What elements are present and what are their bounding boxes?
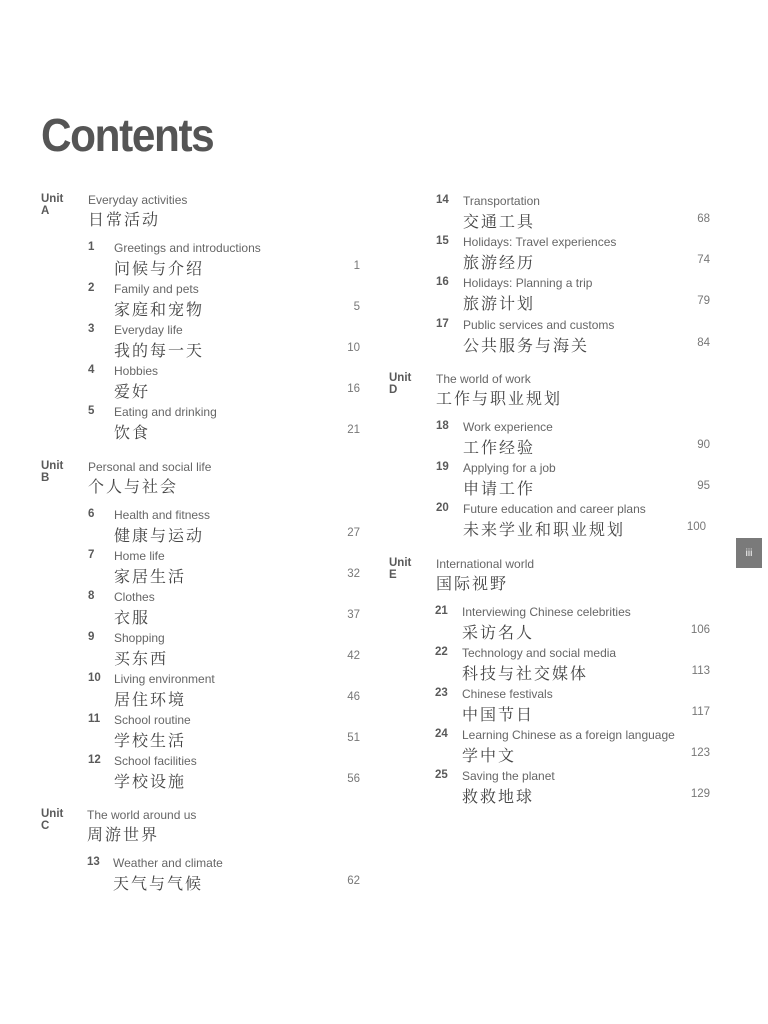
lesson-title-en: Clothes [114,590,155,604]
lesson-number: 6 [88,508,95,520]
lesson-title-en: Health and fitness [114,508,211,522]
lesson-number: 17 [436,318,449,330]
lesson-title-en: Everyday life [114,323,183,337]
lesson-page-number: 106 [690,624,710,636]
lesson-number: 2 [88,282,95,294]
unit-title-zh: 个人与社会 [88,477,179,496]
lesson-title-zh: 饮食 [114,423,151,442]
lesson-title-zh: 健康与运动 [114,526,205,545]
lesson-page-number: 117 [691,706,710,718]
lesson-number: 4 [88,364,95,376]
lesson-title-zh: 旅游计划 [463,294,536,313]
lesson-number: 14 [436,194,449,206]
lesson-title-zh: 公共服务与海关 [463,336,590,355]
lesson-title-en: Greetings and introductions [114,241,261,255]
lesson-number: 3 [88,323,95,335]
lesson-page-number: 95 [697,480,710,492]
lesson-title-en: Applying for a job [463,461,556,475]
lesson-page-number: 79 [697,295,710,307]
lesson-page-number: 51 [347,732,360,744]
lesson-number: 25 [435,769,448,781]
lesson-title-en: Living environment [114,672,215,686]
lesson-page-number: 100 [686,521,706,533]
lesson-title-en: Transportation [463,194,540,208]
lesson-page-number: 90 [697,439,710,451]
lesson-page-number: 21 [347,424,360,436]
lesson-number: 8 [88,590,95,602]
page-number-tab: iii [736,538,762,568]
unit-title-en: The world of work [436,372,531,386]
lesson-title-zh: 科技与社交媒体 [462,664,589,683]
lesson-title-zh: 爱好 [114,382,151,401]
lesson-page-number: 68 [697,213,710,225]
lesson-number: 19 [436,461,449,473]
unit-label: Unit B [41,460,64,484]
lesson-page-number: 27 [347,527,360,539]
lesson-title-en: School facilities [114,754,197,768]
page-title: Contents [41,109,214,161]
lesson-page-number: 1 [353,260,360,272]
lesson-title-en: Technology and social media [462,646,617,660]
lesson-title-zh: 采访名人 [462,623,535,642]
lesson-title-en: Holidays: Planning a trip [463,276,593,290]
lesson-title-zh: 衣服 [114,608,151,627]
lesson-title-en: Public services and customs [463,318,615,332]
lesson-title-zh: 家庭和宠物 [114,300,205,319]
lesson-page-number: 56 [347,773,360,785]
lesson-title-zh: 家居生活 [114,567,187,586]
lesson-number: 7 [88,549,95,561]
lesson-title-zh: 我的每一天 [114,341,205,360]
lesson-page-number: 16 [347,383,360,395]
lesson-title-zh: 问候与介绍 [114,259,205,278]
lesson-page-number: 5 [353,301,360,313]
unit-title-zh: 周游世界 [87,825,160,844]
lesson-title-en: Weather and climate [113,856,223,870]
lesson-title-en: School routine [114,713,191,727]
lesson-title-zh: 工作经验 [463,438,536,457]
lesson-title-en: Future education and career plans [463,502,646,516]
lesson-page-number: 123 [690,747,710,759]
lesson-title-zh: 学校设施 [114,772,187,791]
lesson-title-en: Holidays: Travel experiences [463,235,617,249]
lesson-title-zh: 救救地球 [462,787,535,806]
lesson-page-number: 32 [347,568,360,580]
lesson-page-number: 46 [347,691,360,703]
lesson-title-zh: 中国节日 [462,705,535,724]
unit-label: Unit E [389,557,412,581]
lesson-title-en: Family and pets [114,282,199,296]
unit-title-en: Personal and social life [88,460,212,474]
lesson-title-en: Home life [114,549,165,563]
lesson-number: 11 [88,713,101,725]
lesson-title-zh: 学校生活 [114,731,187,750]
lesson-title-zh: 未来学业和职业规划 [463,520,626,539]
unit-title-en: The world around us [87,808,197,822]
unit-title-zh: 日常活动 [88,210,161,229]
lesson-title-en: Work experience [463,420,553,434]
lesson-title-zh: 买东西 [114,649,169,668]
lesson-page-number: 74 [697,254,710,266]
lesson-number: 16 [436,276,449,288]
lesson-title-zh: 交通工具 [463,212,536,231]
lesson-title-zh: 天气与气候 [113,874,204,893]
lesson-number: 10 [88,672,101,684]
lesson-number: 18 [436,420,449,432]
lesson-number: 13 [87,856,100,868]
lesson-number: 15 [436,235,449,247]
lesson-title-en: Shopping [114,631,165,645]
unit-label: Unit D [389,372,412,396]
lesson-page-number: 42 [347,650,360,662]
unit-title-en: International world [436,557,535,571]
lesson-title-en: Interviewing Chinese celebrities [462,605,631,619]
lesson-title-zh: 居住环境 [114,690,187,709]
lesson-page-number: 37 [347,609,360,621]
lesson-title-en: Saving the planet [462,769,555,783]
unit-title-zh: 工作与职业规划 [436,389,563,408]
lesson-number: 12 [88,754,101,766]
lesson-title-en: Hobbies [114,364,159,378]
unit-label: Unit A [41,193,64,217]
lesson-number: 21 [435,605,448,617]
lesson-title-zh: 申请工作 [463,479,536,498]
lesson-title-en: Chinese festivals [462,687,553,701]
lesson-page-number: 113 [691,665,710,677]
unit-title-en: Everyday activities [88,193,188,207]
lesson-title-en: Eating and drinking [114,405,217,419]
lesson-page-number: 129 [690,788,710,800]
lesson-page-number: 62 [347,875,360,887]
lesson-page-number: 84 [697,337,710,349]
lesson-title-zh: 旅游经历 [463,253,536,272]
lesson-number: 23 [435,687,448,699]
unit-label: Unit C [41,808,64,832]
lesson-number: 24 [435,728,448,740]
lesson-number: 5 [88,405,95,417]
lesson-number: 20 [436,502,449,514]
lesson-number: 22 [435,646,448,658]
lesson-number: 9 [88,631,95,643]
lesson-number: 1 [88,241,95,253]
unit-title-zh: 国际视野 [436,574,509,593]
lesson-title-en: Learning Chinese as a foreign language [462,728,675,742]
lesson-page-number: 10 [347,342,360,354]
lesson-title-zh: 学中文 [462,746,517,765]
